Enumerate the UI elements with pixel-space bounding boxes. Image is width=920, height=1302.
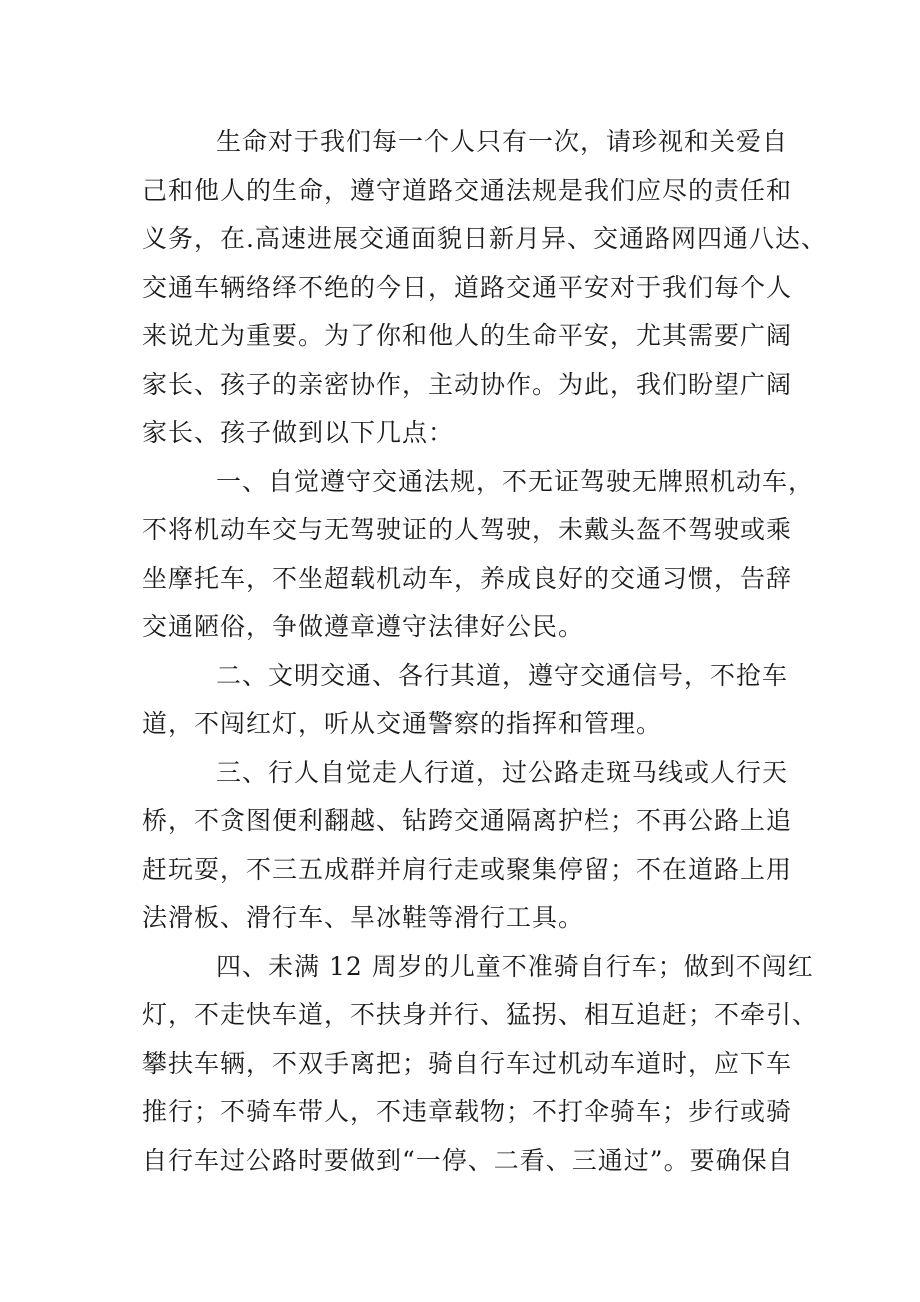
text-line: 义务，在.高速进展交通面貌日新月异、交通路网四通八达、: [142, 224, 827, 253]
text-line: 自行车过公路时要做到“一停、二看、三通过”。要确保自: [142, 1145, 794, 1175]
text-line: 推行；不骑车带人，不违章载物；不打伞骑车；步行或骑: [142, 1097, 793, 1126]
paragraph-item-2: [142, 652, 789, 749]
paragraph-item-1: [142, 458, 815, 652]
text-line: 家长、孩子的亲密协作，主动协作。为此，我们盼望广阔: [142, 369, 793, 399]
text-line: 法滑板、滑行车、旱冰鞋等滑行工具。: [142, 903, 585, 932]
text-line: 桥，不贪图便利翻越、钻跨交通隔离护栏；不再公路上追: [142, 806, 793, 835]
text-line: 四、未满 12 周岁的儿童不准骑自行车；做到不闯红: [216, 951, 814, 981]
paragraph-intro: [142, 118, 827, 458]
text-line: 不将机动车交与无驾驶证的人驾驶，未戴头盔不驾驶或乘: [142, 515, 793, 544]
text-line: 道，不闯红灯，听从交通警察的指挥和管理。: [142, 709, 663, 738]
text-line: 生命对于我们每一个人只有一次，请珍视和关爱自: [216, 127, 789, 156]
text-line: 交通陋俗，争做遵章遵守法律好公民。: [142, 612, 585, 641]
text-line: 三、行人自觉走人行道，过公路走斑马线或人行天: [216, 757, 789, 787]
paragraph-item-3: [142, 749, 793, 943]
document-body: [142, 118, 827, 1185]
text-line: 家长、孩子做到以下几点：: [142, 418, 455, 447]
text-line: 一、自觉遵守交通法规，不无证驾驶无牌照机动车，: [216, 466, 815, 496]
text-line: 坐摩托车，不坐超载机动车，养成良好的交通习惯，告辞: [142, 563, 793, 593]
text-line: 灯，不走快车道，不扶身并行、猛拐、相互追赶；不牵引、: [142, 1000, 819, 1029]
text-line: 来说尤为重要。为了你和他人的生命平安，尤其需要广阔: [142, 321, 793, 350]
text-line: 二、文明交通、各行其道，遵守交通信号，不抢车: [216, 660, 789, 690]
paragraph-item-4: [142, 943, 819, 1186]
text-line: 赶玩耍，不三五成群并肩行走或聚集停留；不在道路上用: [142, 854, 793, 884]
text-line: 己和他人的生命，遵守道路交通法规是我们应尽的责任和: [142, 175, 793, 205]
text-line: 交通车辆络绎不绝的今日，道路交通平安对于我们每个人: [142, 272, 793, 302]
text-line: 攀扶车辆，不双手离把；骑自行车过机动车道时，应下车: [142, 1048, 793, 1078]
